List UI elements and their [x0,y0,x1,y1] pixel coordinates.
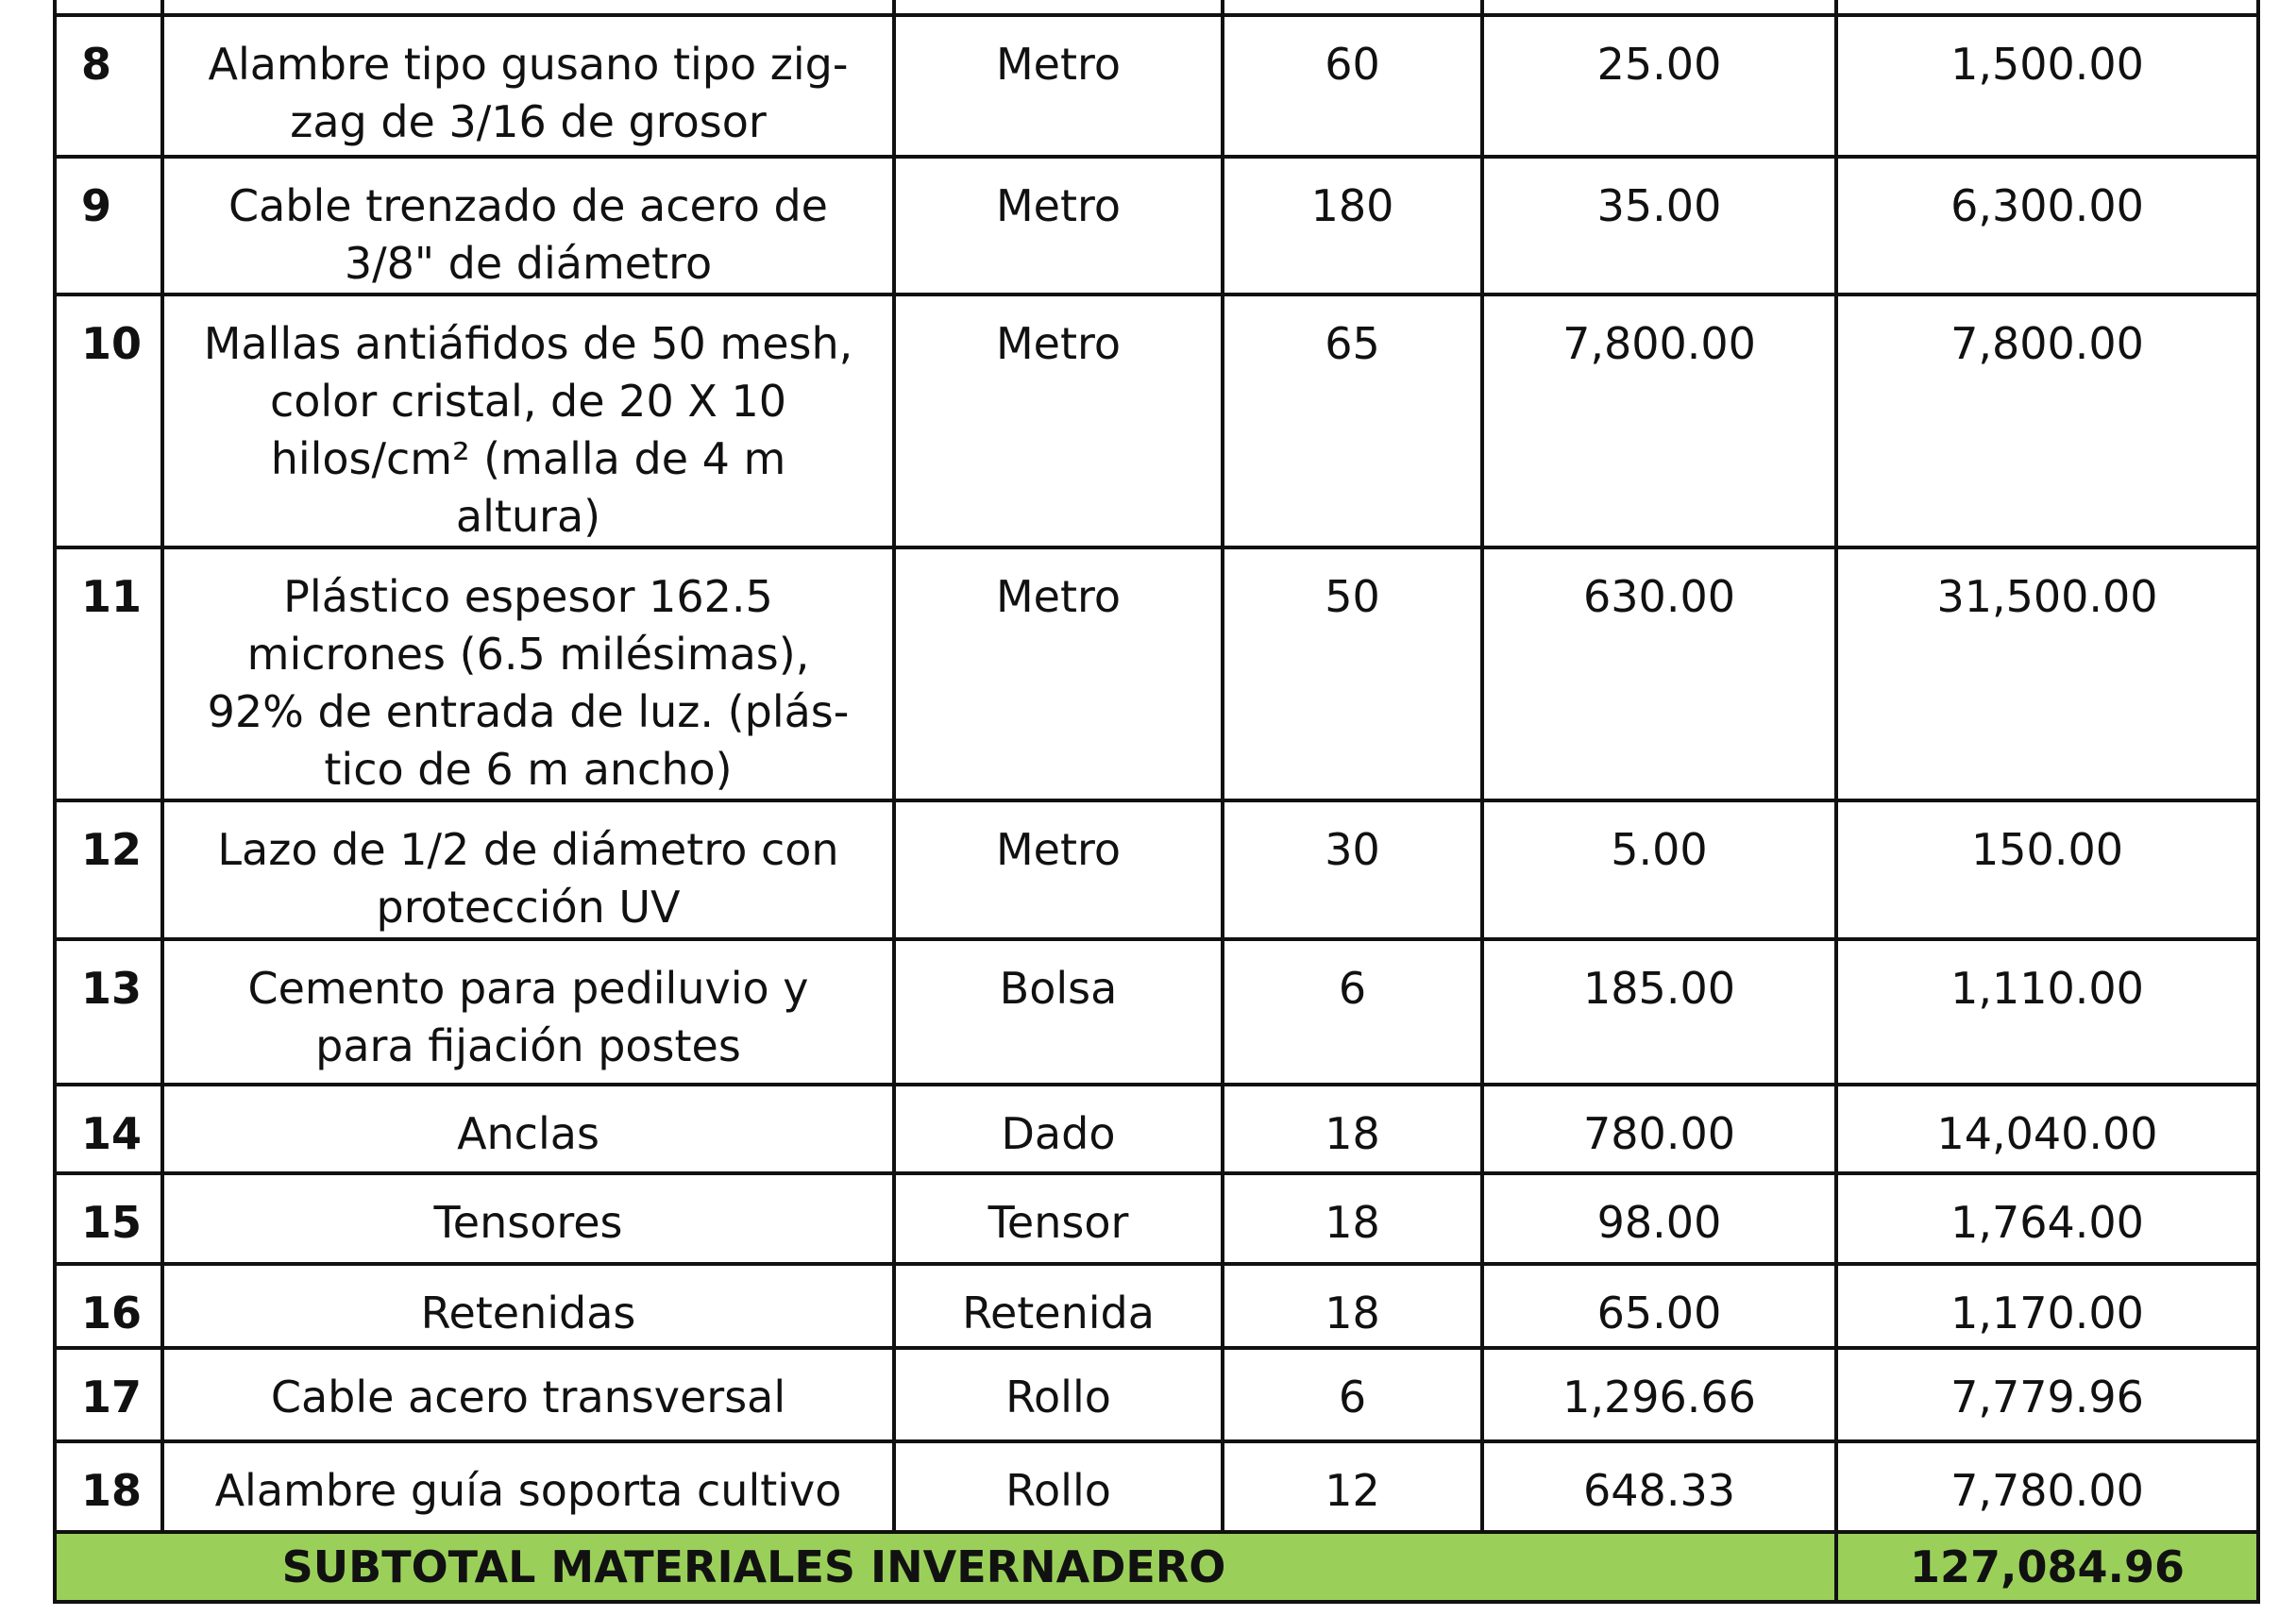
item-unit-price [1482,0,1836,15]
item-unit: Metro [894,295,1223,547]
item-unit [894,0,1223,15]
item-total: 7,779.96 [1836,1348,2258,1441]
item-quantity: 18 [1223,1264,1482,1348]
item-unit-price: 65.00 [1482,1264,1836,1348]
item-quantity: 18 [1223,1173,1482,1264]
item-description: Anclas [162,1085,894,1173]
item-number: 8 [55,15,162,157]
item-unit-price: 98.00 [1482,1173,1836,1264]
item-total: 1,764.00 [1836,1173,2258,1264]
table-row [55,1264,2258,1348]
subtotal-label: SUBTOTAL MATERIALES INVERNADERO [55,1532,1836,1602]
item-description: Mallas antiáfidos de 50 mesh, color cristal, de 20 X 10 hilos/cm² (malla de 4 m altura) [162,295,894,547]
item-unit: Rollo [894,1348,1223,1441]
item-number: 11 [55,547,162,800]
table-row [55,15,2258,157]
table-row [55,547,2258,800]
item-number: 13 [55,939,162,1085]
item-description: Alambre guía soporta cultivo [162,1441,894,1532]
item-number: 10 [55,295,162,547]
item-total: 150.00 [1836,800,2258,939]
item-description [162,0,894,15]
item-unit-price: 630.00 [1482,547,1836,800]
item-unit-price: 648.33 [1482,1441,1836,1532]
item-number: 18 [55,1441,162,1532]
item-quantity: 6 [1223,939,1482,1085]
table-row [55,1085,2258,1173]
item-total: 7,780.00 [1836,1441,2258,1532]
item-quantity: 180 [1223,157,1482,295]
item-total: 31,500.00 [1836,547,2258,800]
item-quantity: 30 [1223,800,1482,939]
item-quantity: 12 [1223,1441,1482,1532]
item-unit: Metro [894,157,1223,295]
table-row [55,1348,2258,1441]
item-unit: Tensor [894,1173,1223,1264]
table-row [55,1441,2258,1532]
table-row [55,157,2258,295]
item-description: Plástico espesor 162.5 micrones (6.5 milésimas), 92% de entrada de luz. (plás-tico de 6 m ancho) [162,547,894,800]
item-unit: Metro [894,800,1223,939]
item-description: Retenidas [162,1264,894,1348]
item-number: 15 [55,1173,162,1264]
item-total: 14,040.00 [1836,1085,2258,1173]
item-description: Lazo de 1/2 de diámetro con protección UV [162,800,894,939]
item-unit-price: 35.00 [1482,157,1836,295]
table-row [55,939,2258,1085]
item-unit: Retenida [894,1264,1223,1348]
item-description: Alambre tipo gusano tipo zig-zag de 3/16 de grosor [162,15,894,157]
item-description: Cable trenzado de acero de 3/8" de diámetro [162,157,894,295]
item-total: 6,300.00 [1836,157,2258,295]
item-total: 1,500.00 [1836,15,2258,157]
item-description: Cable acero transversal [162,1348,894,1441]
item-unit-price: 780.00 [1482,1085,1836,1173]
item-quantity: 18 [1223,1085,1482,1173]
subtotal-value: 127,084.96 [1836,1532,2258,1602]
item-number: 12 [55,800,162,939]
item-quantity: 60 [1223,15,1482,157]
item-unit-price: 5.00 [1482,800,1836,939]
item-unit: Rollo [894,1441,1223,1532]
item-quantity: 65 [1223,295,1482,547]
item-total: 1,170.00 [1836,1264,2258,1348]
item-unit-price: 25.00 [1482,15,1836,157]
item-total: 7,800.00 [1836,295,2258,547]
item-unit: Dado [894,1085,1223,1173]
item-number: 17 [55,1348,162,1441]
item-unit-price: 1,296.66 [1482,1348,1836,1441]
item-quantity [1223,0,1482,15]
item-number: 14 [55,1085,162,1173]
item-quantity: 50 [1223,547,1482,800]
item-unit-price: 185.00 [1482,939,1836,1085]
item-number [55,0,162,15]
item-unit-price: 7,800.00 [1482,295,1836,547]
item-total [1836,0,2258,15]
item-number: 9 [55,157,162,295]
item-unit: Metro [894,15,1223,157]
materials-table [53,0,2260,1604]
table-row [55,0,2258,15]
item-unit: Bolsa [894,939,1223,1085]
item-number: 16 [55,1264,162,1348]
item-description: Cemento para pediluvio y para fijación postes [162,939,894,1085]
table-row [55,800,2258,939]
item-unit: Metro [894,547,1223,800]
table-row [55,1173,2258,1264]
item-total: 1,110.00 [1836,939,2258,1085]
table-row [55,295,2258,547]
item-description: Tensores [162,1173,894,1264]
subtotal-row [55,1532,2258,1602]
item-quantity: 6 [1223,1348,1482,1441]
